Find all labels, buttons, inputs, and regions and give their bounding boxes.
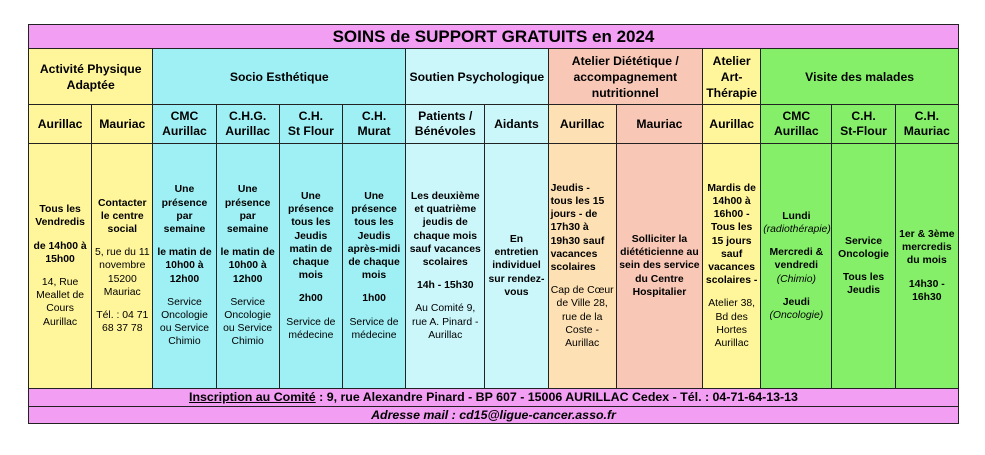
group-visite-malades: Visite des malades <box>761 49 959 105</box>
day-text: Lundi <box>782 210 811 222</box>
presence-text: Une présence par semaine <box>161 184 208 235</box>
inscription-label: Inscription au Comité <box>189 390 316 404</box>
footer-email-row <box>29 407 959 424</box>
subheader-chg-aurillac: C.H.G. Aurillac <box>216 105 279 144</box>
day-text: Tous les Jeudis <box>842 272 885 297</box>
service-text: (Chimio) <box>776 273 816 285</box>
cell-aidants <box>485 144 548 389</box>
cell-ch-murat <box>342 144 405 389</box>
address-text: Cap de Cœur de Ville 28, rue de la Coste - Aurillac <box>550 285 614 350</box>
service-text: (Oncologie) <box>769 310 824 321</box>
support-care-table-container <box>28 24 959 424</box>
cell-visite-ch-mauriac <box>895 144 958 389</box>
group-apa: Activité Physique Adaptée <box>29 49 153 105</box>
schedule-text: Les deuxième et quatrième jeudis de chaque mois sauf vacances scolaires <box>409 190 481 268</box>
presence-text: Une présence par semaine <box>224 184 271 235</box>
contact-text: Contacter le centre social <box>98 197 147 235</box>
cell-apa-aurillac <box>29 144 92 389</box>
address-text: 5, rue du 11 novembre 15200 Mauriac <box>94 247 150 298</box>
group-header-row <box>29 49 959 105</box>
service-text: (radiothérapie) <box>763 223 831 235</box>
group-atelier-dietetique: Atelier Diététique / accompagnement nutritionnel <box>548 49 702 105</box>
schedule-text: Mardis de 14h00 à 16h00 - Tous les 15 jours sauf vacances scolaires - <box>705 182 758 287</box>
title-row <box>29 25 959 49</box>
subheader-art-aurillac: Aurillac <box>703 105 761 144</box>
cell-chg-aurillac <box>216 144 279 389</box>
appointment-text: En entretien individuel sur rendez-vous <box>488 233 545 298</box>
group-socio-esthetique: Socio Esthétique <box>153 49 406 105</box>
subheader-patients-benevoles: Patients / Bénévoles <box>406 105 485 144</box>
subheader-diet-mauriac: Mauriac <box>616 105 702 144</box>
address-text: 14, Rue Meallet de Cours Aurillac <box>36 277 85 328</box>
footer-inscription <box>29 389 959 407</box>
footer-email: Adresse mail : cd15@ligue-cancer.asso.fr <box>29 407 959 424</box>
cell-diet-aurillac <box>548 144 616 389</box>
instruction-text: Solliciter la diététicienne au sein des service du Centre Hospitalier <box>619 233 700 298</box>
subheader-diet-aurillac: Aurillac <box>548 105 616 144</box>
footer-inscription-row <box>29 389 959 407</box>
subheader-apa-mauriac: Mauriac <box>92 105 153 144</box>
cell-diet-mauriac <box>616 144 702 389</box>
subheader-visite-cmc-aurillac: CMC Aurillac <box>761 105 832 144</box>
subheader-apa-aurillac: Aurillac <box>29 105 92 144</box>
service-text: Service de médecine <box>286 316 336 341</box>
hours-text: de 14h00 à 15h00 <box>33 240 87 265</box>
cell-art-aurillac <box>703 144 761 389</box>
support-care-table <box>28 24 959 424</box>
day-text: Mercredi & vendredi <box>769 247 824 272</box>
inscription-address: : 9, rue Alexandre Pinard - BP 607 - 15006 AURILLAC Cedex - Tél. : 04-71-64-13-13 <box>315 390 798 404</box>
cell-visite-ch-stflour <box>832 144 895 389</box>
day-text: 1er & 3ème mercredis du mois <box>899 228 955 267</box>
presence-text: Une présence tous les Jeudis après-midi de chaque mois <box>347 190 401 282</box>
service-text: Service Oncologie ou Service Chimio <box>223 296 273 348</box>
subheader-ch-murat: C.H. Murat <box>342 105 405 144</box>
hours-text: 14h30 - 16h30 <box>908 278 945 303</box>
schedule-text: Jeudis - tous les 15 jours - de 17h30 à 19h30 sauf vacances scolaires <box>550 182 605 273</box>
hours-text: 14h - 15h30 <box>416 280 474 292</box>
presence-text: Une présence tous les Jeudis matin de chaque mois <box>288 190 334 282</box>
subheader-visite-ch-mauriac: C.H. Mauriac <box>895 105 958 144</box>
subheader-ch-stflour: C.H. St Flour <box>279 105 342 144</box>
service-text: Service de médecine <box>349 316 399 341</box>
hours-text: le matin de 10h00 à 12h00 <box>157 247 212 285</box>
group-art-therapie: Atelier Art-Thérapie <box>703 49 761 105</box>
service-text: Service Oncologie ou Service Chimio <box>159 296 210 348</box>
cell-visite-cmc-aurillac <box>761 144 832 389</box>
phone-text: Tél. : 04 71 68 37 78 <box>96 310 149 335</box>
schedule-text: Tous les Vendredis <box>35 204 85 229</box>
address-text: Au Comité 9, rue A. Pinard - Aurillac <box>412 303 479 341</box>
subheader-cmc-aurillac: CMC Aurillac <box>153 105 216 144</box>
cell-apa-mauriac <box>92 144 153 389</box>
cell-patients-benevoles <box>406 144 485 389</box>
address-text: Atelier 38, Bd des Hortes Aurillac <box>708 298 756 350</box>
details-row <box>29 144 959 389</box>
service-text: Service Oncologie <box>838 235 889 260</box>
duration-text: 2h00 <box>299 293 323 305</box>
page-title: SOINS de SUPPORT GRATUITS en 2024 <box>29 25 959 49</box>
cell-ch-stflour <box>279 144 342 389</box>
hours-text: le matin de 10h00 à 12h00 <box>220 247 275 285</box>
subheader-aidants: Aidants <box>485 105 548 144</box>
group-soutien-psychologique: Soutien Psychologique <box>406 49 548 105</box>
duration-text: 1h00 <box>362 293 386 305</box>
cell-cmc-aurillac <box>153 144 216 389</box>
subheader-visite-ch-stflour: C.H. St-Flour <box>832 105 895 144</box>
location-header-row <box>29 105 959 144</box>
day-text: Jeudi <box>782 296 810 308</box>
